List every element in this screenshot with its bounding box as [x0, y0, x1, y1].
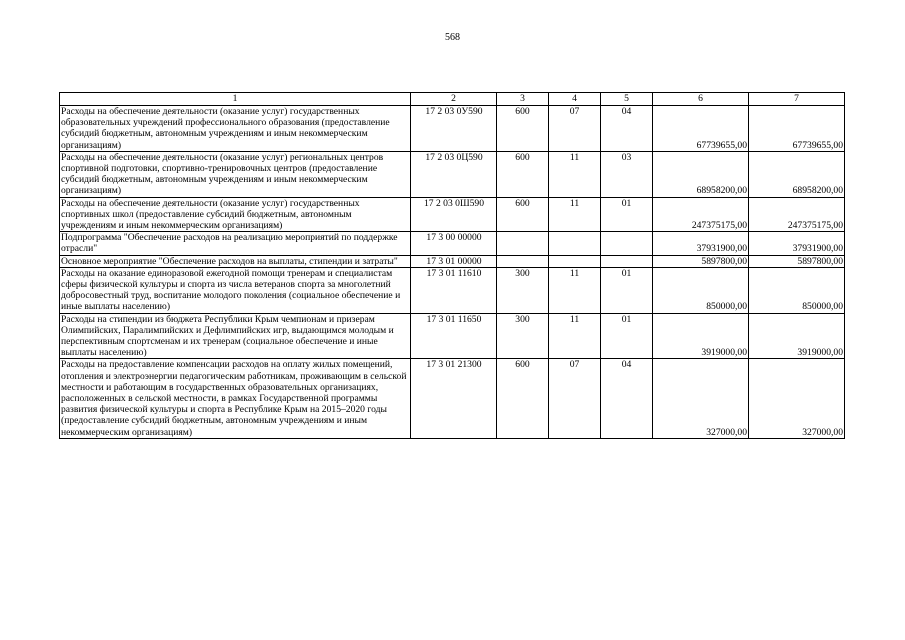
row-pr: 03: [601, 151, 653, 197]
row-pr: [601, 232, 653, 255]
table-row: [60, 151, 845, 197]
row-sum-2: 850000,00: [749, 267, 845, 313]
row-sum-1: 5897800,00: [653, 255, 749, 267]
row-rz: [549, 232, 601, 255]
row-vr: 600: [497, 151, 549, 197]
table-row: [60, 197, 845, 232]
row-code: 17 3 01 00000: [411, 255, 497, 267]
row-pr: 01: [601, 267, 653, 313]
row-vr: 300: [497, 267, 549, 313]
row-rz: 11: [549, 313, 601, 359]
row-sum-2: 37931900,00: [749, 232, 845, 255]
row-sum-1: 3919000,00: [653, 313, 749, 359]
row-code: 17 2 03 0Ш590: [411, 197, 497, 232]
row-pr: 01: [601, 197, 653, 232]
row-sum-1: 850000,00: [653, 267, 749, 313]
row-sum-1: 68958200,00: [653, 151, 749, 197]
row-name: Расходы на предоставление компенсации расходов на оплату жилых помещений, отопления и электроэнергии педагогическим работникам, проживающим в сельской местности и работающим в государственных образовательных организациях, расположенных в сельской местности, в рамках Государственной программы развития физической культуры и спорта в Республике Крым на 2015–2020 годы (предоставление субсидий бюджетным, автономным учреждениям и иным некоммерческим организациям): [60, 359, 411, 438]
row-name: Расходы на обеспечение деятельности (оказание услуг) государственных спортивных школ (предоставление субсидий бюджетным, автономным учреждениям и иным некоммерческим организациям): [60, 197, 411, 232]
row-vr: 600: [497, 106, 549, 152]
row-rz: 07: [549, 106, 601, 152]
row-code: 17 3 01 11650: [411, 313, 497, 359]
row-pr: 04: [601, 106, 653, 152]
row-name: Расходы на стипендии из бюджета Республики Крым чемпионам и призерам Олимпийских, Паралимпийских и Дефлимпийских игр, выдающимся молодым и перспективным спортсменам и их тренерам (социальное обеспечение и иные выплаты населению): [60, 313, 411, 359]
row-vr: 600: [497, 197, 549, 232]
row-name: Расходы на обеспечение деятельности (оказание услуг) государственных образовательных учреждений профессионального образования (предоставление субсидий бюджетным, автономным учреждениям и иным некоммерческим организациям): [60, 106, 411, 152]
table-row: [60, 255, 845, 267]
table-row: [60, 359, 845, 438]
row-sum-2: 327000,00: [749, 359, 845, 438]
header-cell: 4: [549, 93, 601, 106]
header-cell: 1: [60, 93, 411, 106]
row-vr: 600: [497, 359, 549, 438]
row-pr: [601, 255, 653, 267]
row-code: 17 3 00 00000: [411, 232, 497, 255]
row-vr: [497, 232, 549, 255]
header-cell: 5: [601, 93, 653, 106]
row-rz: 11: [549, 197, 601, 232]
row-sum-1: 37931900,00: [653, 232, 749, 255]
header-cell: 3: [497, 93, 549, 106]
header-row: [60, 93, 845, 106]
row-rz: 11: [549, 267, 601, 313]
table-row: [60, 106, 845, 152]
row-sum-2: 5897800,00: [749, 255, 845, 267]
row-sum-1: 247375175,00: [653, 197, 749, 232]
row-sum-1: 327000,00: [653, 359, 749, 438]
row-pr: 04: [601, 359, 653, 438]
row-name: Расходы на оказание единоразовой ежегодной помощи тренерам и специалистам сферы физической культуры и спорта из числа ветеранов спорта за многолетний добросовестный труд, воспитание молодого поколения (социальное обеспечение и иные выплаты населению): [60, 267, 411, 313]
row-name: Подпрограмма "Обеспечение расходов на реализацию мероприятий по поддержке отрасли": [60, 232, 411, 255]
row-code: 17 3 01 11610: [411, 267, 497, 313]
row-sum-1: 67739655,00: [653, 106, 749, 152]
table-row: [60, 313, 845, 359]
row-code: 17 3 01 21300: [411, 359, 497, 438]
row-name: Расходы на обеспечение деятельности (оказание услуг) региональных центров спортивной подготовки, спортивно-тренировочных центров (предоставление субсидий бюджетным, автономным учреждениям и иным некоммерческим организациям): [60, 151, 411, 197]
row-code: 17 2 03 0Ц590: [411, 151, 497, 197]
row-vr: 300: [497, 313, 549, 359]
table-row: [60, 232, 845, 255]
row-rz: 11: [549, 151, 601, 197]
row-code: 17 2 03 0У590: [411, 106, 497, 152]
row-sum-2: 68958200,00: [749, 151, 845, 197]
row-vr: [497, 255, 549, 267]
row-rz: [549, 255, 601, 267]
header-cell: 2: [411, 93, 497, 106]
row-rz: 07: [549, 359, 601, 438]
row-pr: 01: [601, 313, 653, 359]
row-sum-2: 67739655,00: [749, 106, 845, 152]
header-cell: 7: [749, 93, 845, 106]
header-cell: 6: [653, 93, 749, 106]
row-sum-2: 3919000,00: [749, 313, 845, 359]
row-name: Основное мероприятие "Обеспечение расходов на выплаты, стипендии и затраты": [60, 255, 411, 267]
row-sum-2: 247375175,00: [749, 197, 845, 232]
budget-table: [59, 92, 845, 439]
table-row: [60, 267, 845, 313]
page-number: 568: [445, 32, 460, 43]
